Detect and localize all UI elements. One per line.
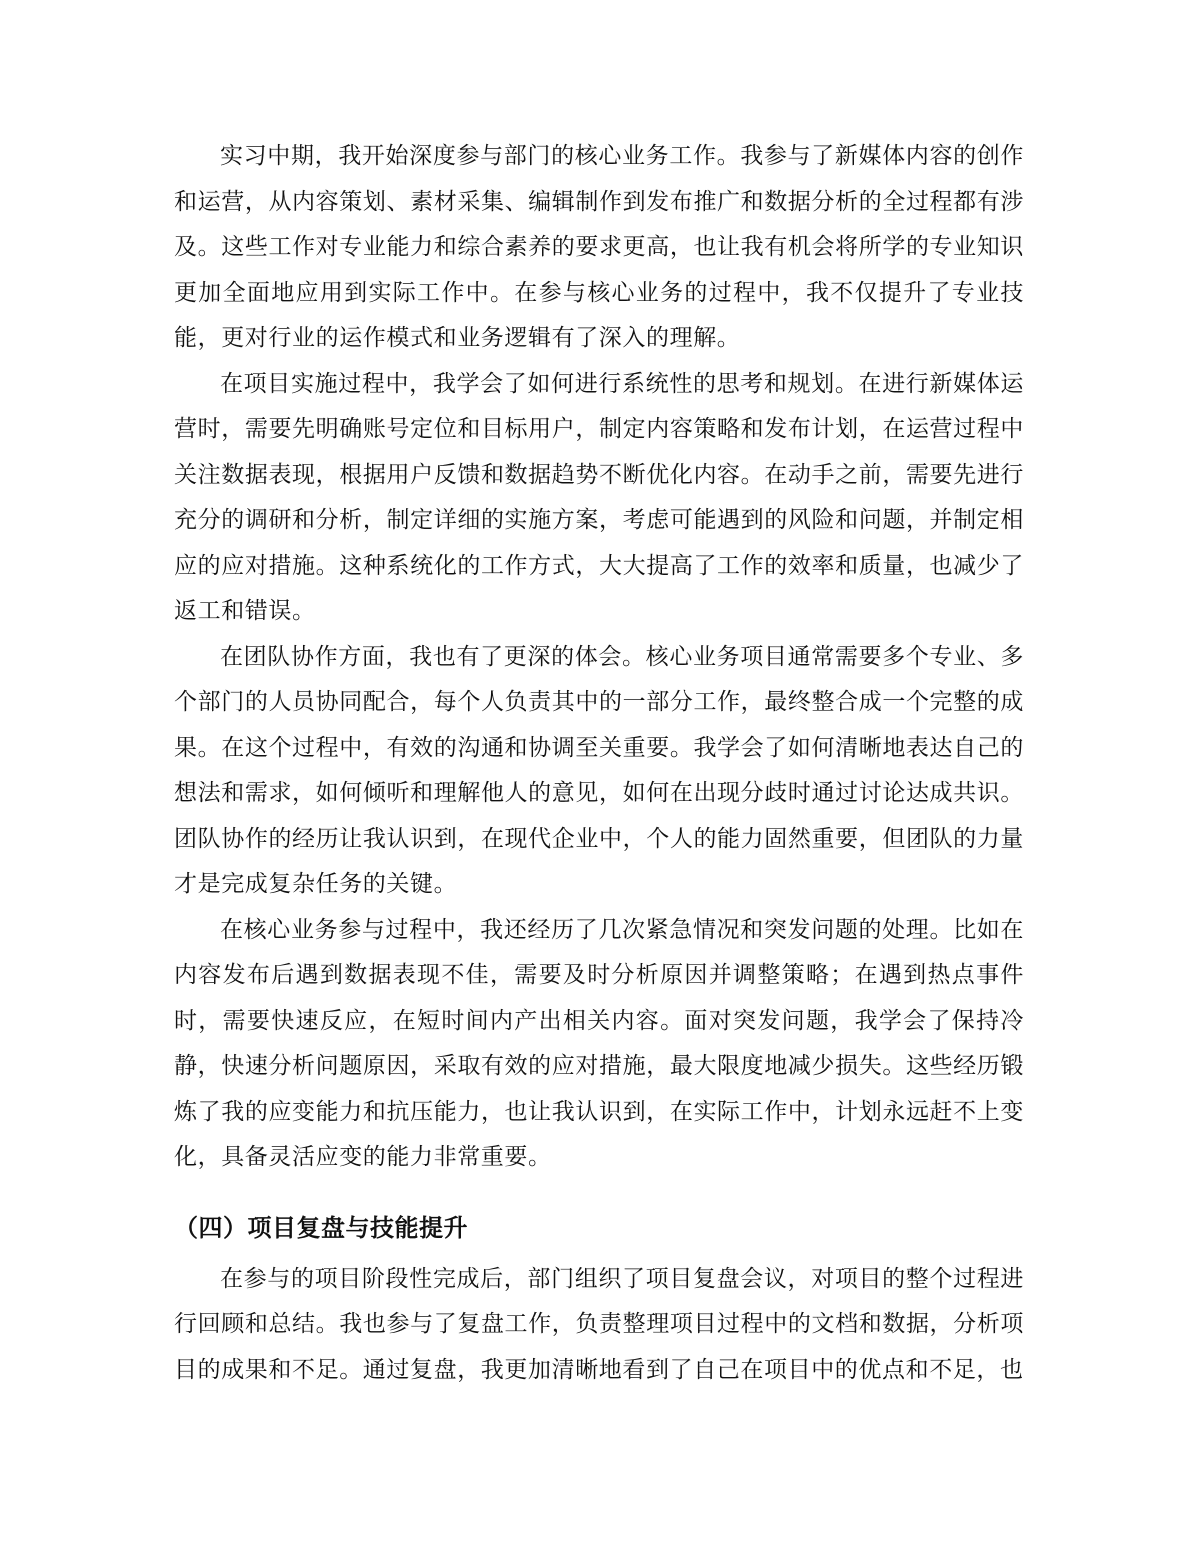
paragraph-team-collaboration: 在团队协作方面，我也有了更深的体会。核心业务项目通常需要多个专业、多个部门的人员协同配合，每个人负责其中的一部分工作，最终整合成一个完整的成果。在这个过程中，有效的沟通和协调至关重要。我学会了如何清晰地表达自己的想法和需求，如何倾听和理解他人的意见，如何在出现分歧时通过讨论达成共识。团队协作的经历让我认识到，在现代企业中，个人的能力固然重要，但团队的力量才是完成复杂任务的关键。	[174, 643, 1024, 897]
paragraph-emergency-handling: 在核心业务参与过程中，我还经历了几次紧急情况和突发问题的处理。比如在内容发布后遇到数据表现不佳，需要及时分析原因并调整策略；在遇到热点事件时，需要快速反应，在短时间内产出相关内容。面对突发问题，我学会了保持冷静，快速分析问题原因，采取有效的应对措施，最大限度地减少损失。这些经历锻炼了我的应变能力和抗压能力，也让我认识到，在实际工作中，计划永远赶不上变化，具备灵活应变的能力非常重要。	[174, 916, 1024, 1170]
paragraph-project-review: 在参与的项目阶段性完成后，部门组织了项目复盘会议，对项目的整个过程进行回顾和总结。我也参与了复盘工作，负责整理项目过程中的文档和数据，分析项目的成果和不足。通过复盘，我更加清晰地看到了自己在项目中的优点和不足，也	[174, 1265, 1024, 1383]
paragraph-mid-internship: 实习中期，我开始深度参与部门的核心业务工作。我参与了新媒体内容的创作和运营，从内容策划、素材采集、编辑制作到发布推广和数据分析的全过程都有涉及。这些工作对专业能力和综合素养的要求更高，也让我有机会将所学的专业知识更加全面地应用到实际工作中。在参与核心业务的过程中，我不仅提升了专业技能，更对行业的运作模式和业务逻辑有了深入的理解。	[174, 143, 1024, 351]
document-page	[174, 134, 1024, 1393]
section-heading-project-review: （四）项目复盘与技能提升	[174, 1213, 468, 1242]
paragraph-project-implementation: 在项目实施过程中，我学会了如何进行系统性的思考和规划。在进行新媒体运营时，需要先明确账号定位和目标用户，制定内容策略和发布计划，在运营过程中关注数据表现，根据用户反馈和数据趋势不断优化内容。在动手之前，需要先进行充分的调研和分析，制定详细的实施方案，考虑可能遇到的风险和问题，并制定相应的应对措施。这种系统化的工作方式，大大提高了工作的效率和质量，也减少了返工和错误。	[174, 370, 1024, 624]
